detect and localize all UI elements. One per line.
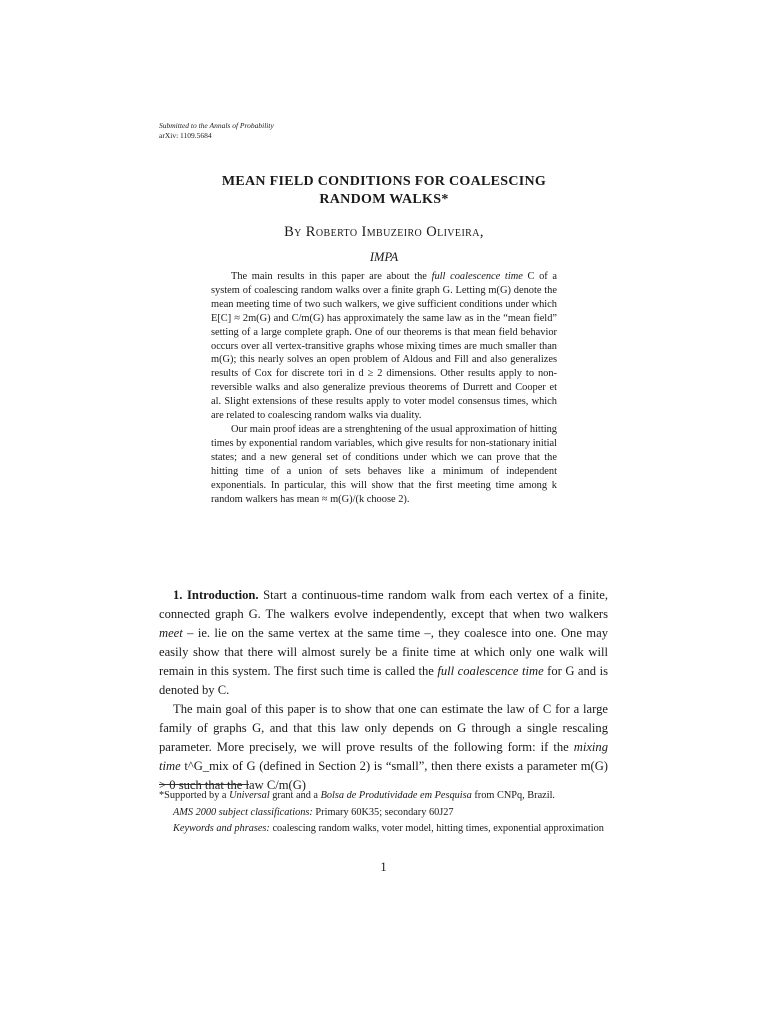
abstract: [211, 270, 557, 506]
abstract-paragraph-1: [211, 270, 557, 423]
abstract-text: C of a system of coalescing random walks over a finite graph G. Letting m(G) denote the mean meeting time of two such walkers, we give sufficient conditions under which E[C] ≈ 2m(G) and C/m(G) has approximately the same law as in the “mean field” setting of a large complete graph. One of our theorems is that mean field behavior occurs over all vertex-transitive graphs whose mixing times are much smaller than m(G); this nearly solves an open problem of Aldous and Fill and also generalizes results of Cox for discrete tori in d ≥ 2 dimensions. Other results apply to non-reversible walks and also generalize previous theorems of Durrett and Cooper et al. Slight extensions of these results apply to voter model consensus times, which are related to coalescing random walks via duality.: [211, 271, 557, 422]
intro-text: The main goal of this paper is to show that one can estimate the law of C for a large family of graphs G, and that this law only depends on G through a single rescaling parameter. More precisely, we will prove results of the following form: if the: [159, 702, 608, 754]
footnote-keywords: [159, 821, 608, 838]
intro-emphasis: mixing time: [159, 740, 608, 773]
title-line-2: RANDOM WALKS*: [319, 192, 449, 207]
intro-paragraph-1: [159, 586, 608, 700]
footnote-text: from CNPq, Brazil.: [471, 790, 556, 801]
footnote-funding: [159, 788, 608, 805]
paper-title: [159, 173, 609, 209]
abstract-emphasis: full coalescence time: [431, 271, 523, 282]
footnote-emphasis: Bolsa de Produtividade em Pesquisa: [320, 790, 472, 801]
intro-emphasis: full coalescence time: [437, 664, 544, 678]
abstract-text: The main results in this paper are about the: [231, 271, 432, 282]
footnotes: [159, 788, 608, 838]
footnote-text: Primary 60K35; secondary 60J27: [312, 806, 454, 818]
footnote-rule: [159, 784, 249, 785]
title-line-1: MEAN FIELD CONDITIONS FOR COALESCING: [221, 174, 547, 189]
intro-emphasis: meet: [159, 626, 183, 640]
author-line: By Roberto Imbuzeiro Oliveira,: [284, 224, 484, 240]
intro-paragraph-2: [159, 700, 608, 795]
arxiv-id: arXiv: 1109.5684: [159, 131, 212, 140]
introduction-section: [159, 586, 608, 795]
footnote-label: AMS 2000 subject classifications:: [173, 806, 313, 818]
footnote-emphasis: Universal: [229, 790, 270, 801]
intro-text: for G and is denoted by C.: [159, 664, 608, 697]
abstract-paragraph-2: Our main proof ideas are a strenghtening of the usual approximation of hitting times by exponential random variables, which give results for non-stationary initial states; and a new general set of conditions under which we can prove that the hitting time of a union of sets behaves like a minimum of independent exponentials. In particular, this will show that the first meeting time among k random walkers has mean ≈ m(G)/(k choose 2).: [211, 423, 557, 505]
journal-header: [159, 121, 274, 141]
affiliation: IMPA: [369, 250, 399, 264]
footnote-label: Keywords and phrases:: [173, 823, 270, 834]
footnote-text: *Supported by a: [159, 790, 230, 801]
intro-text: t^G_mix of G (defined in Section 2) is “small”, then there exists a parameter m(G) > 0 such that the law C/m(G): [159, 759, 608, 792]
journal-name: Submitted to the Annals of Probability: [159, 121, 274, 130]
footnote-ams: [159, 805, 608, 822]
intro-text: Start a continuous-time random walk from each vertex of a finite, connected graph G. The walkers evolve independently, except that when two walkers: [159, 588, 609, 621]
footnote-text: grant and a: [269, 790, 321, 801]
footnote-text: coalescing random walks, voter model, hitting times, exponential approximation: [269, 823, 604, 834]
intro-text: – ie. lie on the same vertex at the same time –, they coalesce into one. One may easily show that there will almost surely be a finite time at which only one walk will remain in this system. The first such time is called the: [159, 626, 608, 678]
page-number: 1: [380, 860, 387, 874]
section-heading: 1. Introduction.: [173, 588, 259, 602]
